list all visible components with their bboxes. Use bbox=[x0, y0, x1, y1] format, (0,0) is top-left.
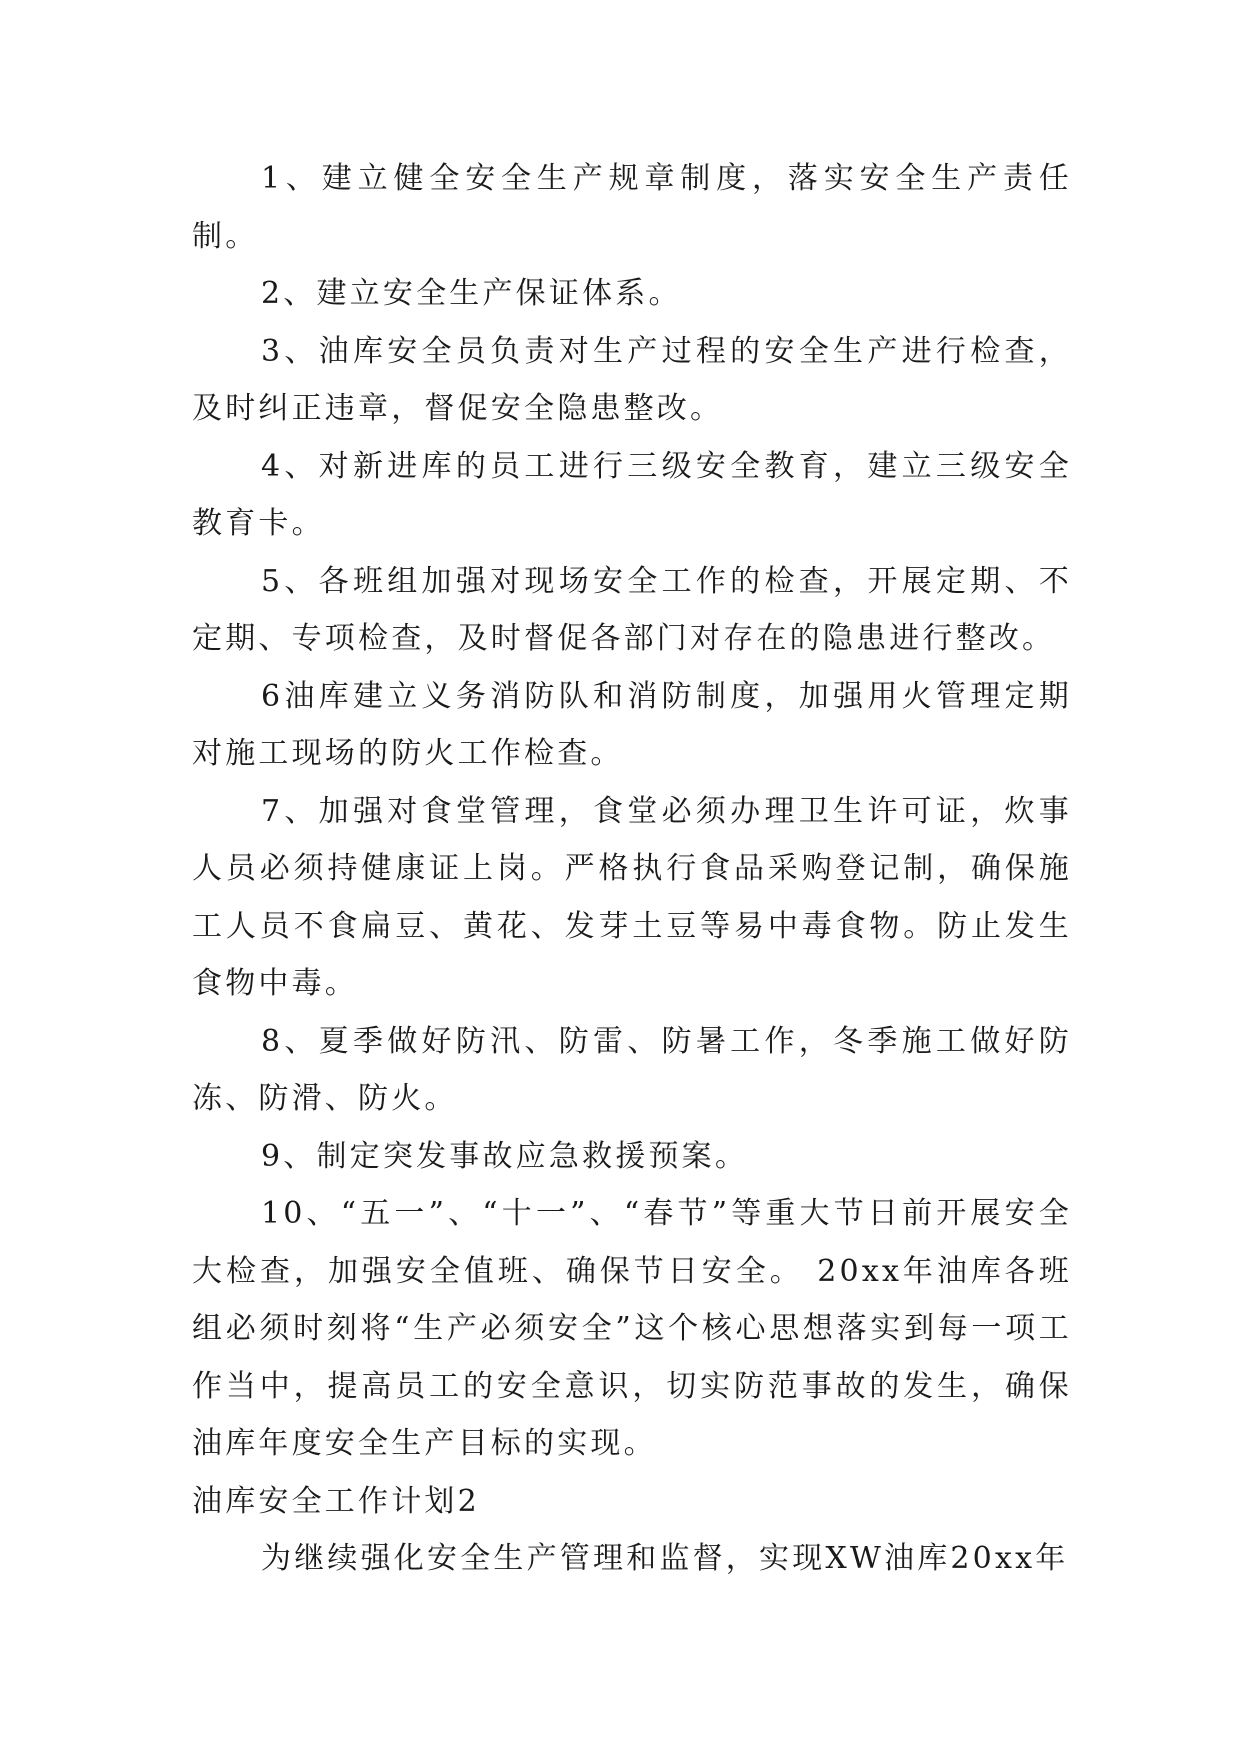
paragraph-item-3: 3、油库安全员负责对生产过程的安全生产进行检查，及时纠正违章，督促安全隐患整改。 bbox=[192, 333, 1072, 426]
paragraph-item-4: 4、对新进库的员工进行三级安全教育，建立三级安全教育卡。 bbox=[192, 448, 1072, 541]
paragraph-item-9: 9、制定突发事故应急救援预案。 bbox=[261, 1138, 749, 1174]
paragraph-item-1: 1、建立健全安全生产规章制度，落实安全生产责任制。 bbox=[192, 161, 1072, 254]
section-title: 油库安全工作计划2 bbox=[192, 1483, 480, 1519]
paragraph-item-10: 10、“五一”、“十一”、“春节”等重大节日前开展安全大检查，加强安全值班、确保节日安全。 20xx年油库各班组必须时刻将“生产必须安全”这个核心思想落实到每一项工作当中，提高员工的安全意识，切实防范事故的发生，确保油库年度安全生产目标的实现。 bbox=[192, 1196, 1072, 1461]
document-body bbox=[192, 150, 1072, 1588]
paragraph-item-8: 8、夏季做好防汛、防雷、防暑工作，冬季施工做好防冻、防滑、防火。 bbox=[192, 1023, 1072, 1116]
paragraph-item-2: 2、建立安全生产保证体系。 bbox=[261, 276, 682, 311]
paragraph-item-7: 7、加强对食堂管理，食堂必须办理卫生许可证，炊事人员必须持健康证上岗。严格执行食品采购登记制，确保施工人员不食扁豆、黄花、发芽土豆等易中毒食物。防止发生食物中毒。 bbox=[192, 793, 1072, 1001]
paragraph-item-6: 6油库建立义务消防队和消防制度，加强用火管理定期对施工现场的防火工作检查。 bbox=[192, 678, 1072, 771]
intro-paragraph: 为继续强化安全生产管理和监督，实现XW油库20xx年 bbox=[261, 1541, 1069, 1576]
paragraph-item-5: 5、各班组加强对现场安全工作的检查，开展定期、不定期、专项检查，及时督促各部门对存在的隐患进行整改。 bbox=[192, 563, 1072, 656]
